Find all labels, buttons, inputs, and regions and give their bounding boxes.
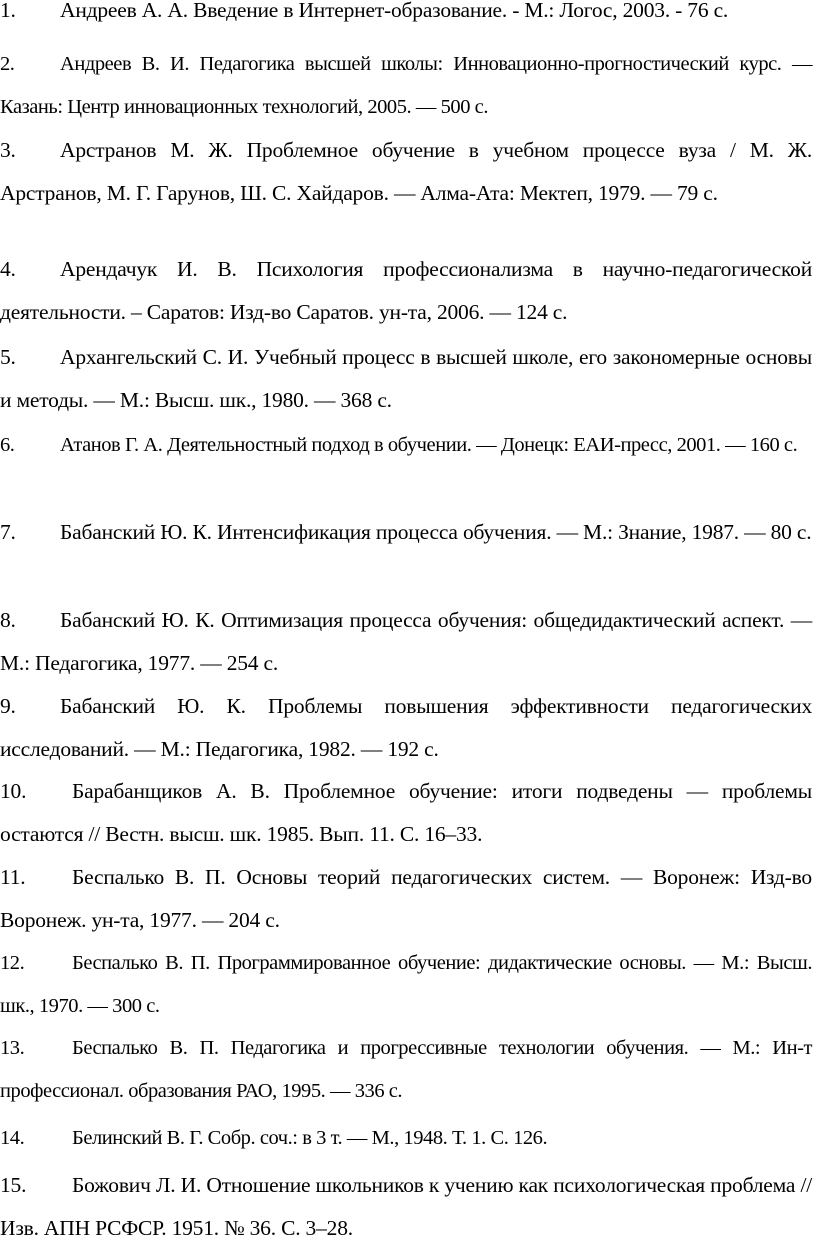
reference-number: 9. xyxy=(0,694,16,718)
reference-item xyxy=(0,770,812,856)
reference-number: 12. xyxy=(0,952,25,974)
reference-text: Андреев А. А. Введение в Интернет-образование. - М.: Логос, 2003. - 76 с. xyxy=(60,0,729,22)
reference-number: 11. xyxy=(0,865,26,889)
reference-text: Бабанский Ю. К. Оптимизация процесса обучения: общедидактический аспект. — М.: Педагогика, 1977. — 254 с. xyxy=(0,608,812,675)
reference-number: 5. xyxy=(0,345,16,369)
reference-item xyxy=(0,685,812,771)
reference-number: 1. xyxy=(0,0,16,22)
reference-text: Белинский В. Г. Собр. соч.: в 3 т. — М., 1948. Т. 1. С. 126. xyxy=(72,1127,548,1149)
reference-number: 7. xyxy=(0,520,16,544)
reference-text: Барабанщиков А. В. Проблемное обучение: итоги подведены — проблемы остаются // Вестн. высш. шк. 1985. Вып. 11. С. 16–33. xyxy=(0,779,812,846)
reference-text: Атанов Г. А. Деятельностный подход в обучении. — Донецк: ЕАИ-пресс, 2001. — 160 с. xyxy=(60,434,798,456)
reference-number: 14. xyxy=(0,1127,25,1149)
reference-item xyxy=(0,942,812,1028)
reference-text: Беспалько В. П. Педагогика и прогрессивные технологии обучения. — М.: Ин-т профессионал. образования РАО, 1995. — 336 с. xyxy=(0,1037,812,1102)
reference-number: 2. xyxy=(0,53,15,75)
reference-item xyxy=(0,248,812,334)
reference-item xyxy=(0,129,812,215)
reference-number: 4. xyxy=(0,257,16,281)
reference-item xyxy=(0,599,812,685)
reference-text: Архангельский С. И. Учебный процесс в высшей школе, его закономерные основы и методы. — М.: Высш. шк., 1980. — 368 с. xyxy=(0,345,812,412)
reference-text: Беспалько В. П. Основы теорий педагогических систем. — Воронеж: Изд-во Воронеж. ун-та, 1977. — 204 с. xyxy=(0,865,812,932)
reference-item xyxy=(0,1117,812,1160)
reference-text: Арендачук И. В. Психология профессионализма в научно-педагогической деятельности. – Саратов: Изд-во Саратов. ун-та, 2006. — 124 с. xyxy=(0,257,812,324)
reference-number: 10. xyxy=(0,779,27,803)
reference-text: Арстранов М. Ж. Проблемное обучение в учебном процессе вуза / М. Ж. Арстранов, М. Г. Гарунов, Ш. С. Хайдаров. — Алма-Ата: Мектеп, 1979. — 79 с. xyxy=(0,138,812,205)
reference-item xyxy=(0,43,812,129)
reference-item xyxy=(0,856,812,942)
reference-number: 3. xyxy=(0,138,16,162)
reference-text: Беспалько В. П. Программированное обучение: дидактические основы. — М.: Высш. шк., 1970. — 300 с. xyxy=(0,952,812,1017)
reference-text: Бабанский Ю. К. Интенсификация процесса обучения. — М.: Знание, 1987. — 80 с. xyxy=(60,520,812,544)
reference-text: Божович Л. И. Отношение школьников к учению как психологическая проблема // Изв. АПН РСФСР. 1951. № 36. С. 3–28. xyxy=(0,1173,812,1240)
reference-number: 6. xyxy=(0,434,15,456)
reference-text: Андреев В. И. Педагогика высшей школы: Инновационно-прогностический курс. — Казань: Центр инновационных технологий, 2005. — 500 с. xyxy=(0,53,812,118)
reference-number: 8. xyxy=(0,608,16,632)
reference-item xyxy=(0,1164,812,1250)
reference-number: 15. xyxy=(0,1173,27,1197)
reference-item xyxy=(0,511,812,554)
reference-number: 13. xyxy=(0,1037,25,1059)
reference-item xyxy=(0,424,812,467)
reference-item xyxy=(0,336,812,422)
reference-item xyxy=(0,1027,812,1113)
reference-text: Бабанский Ю. К. Проблемы повышения эффективности педагогических исследований. — М.: Педагогика, 1982. — 192 с. xyxy=(0,694,812,761)
reference-item xyxy=(0,0,812,32)
